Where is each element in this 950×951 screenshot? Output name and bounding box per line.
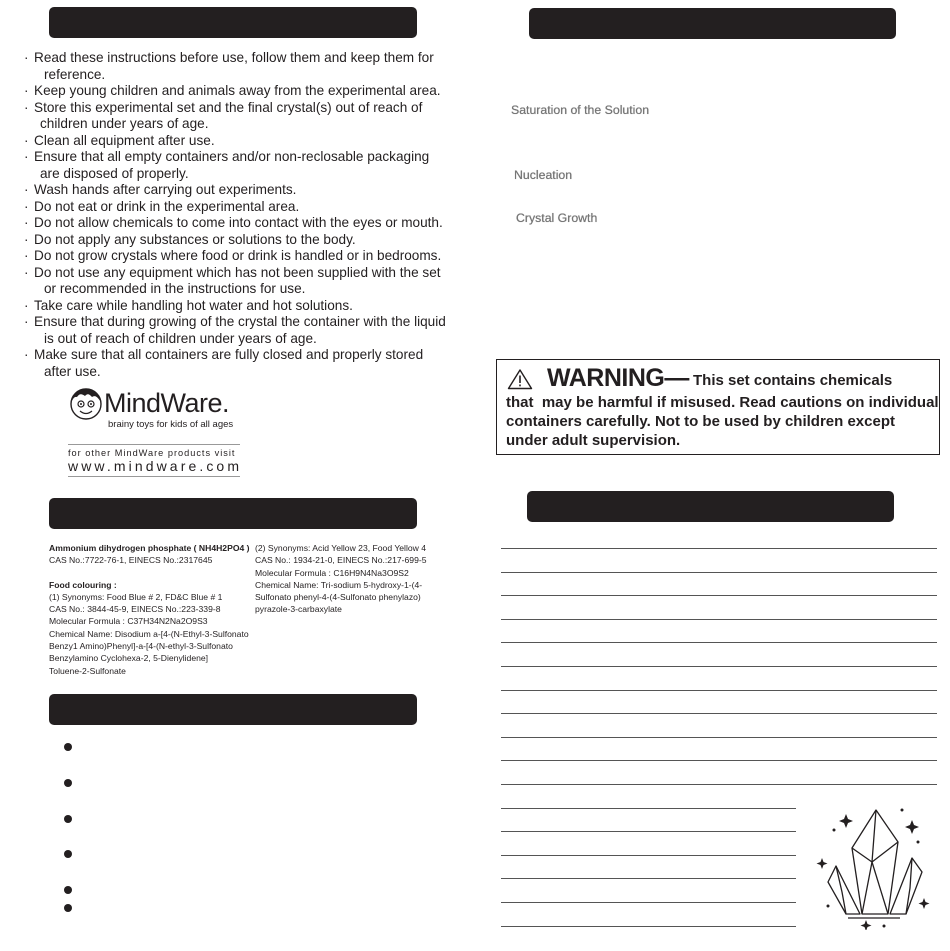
logo-url: www.mindware.com	[68, 458, 240, 477]
note-line	[501, 595, 937, 596]
note-line	[501, 642, 937, 643]
rule-item: · Clean all equipment after use.	[24, 132, 215, 148]
chem-cas: CAS No.:7722-76-1, EINECS No.:2317645	[49, 555, 213, 566]
contents-bullet	[64, 850, 72, 858]
contents-bullet	[64, 904, 72, 912]
logo-visit-text: for other MindWare products visit	[68, 444, 240, 458]
rule-item: · Read these instructions before use, follow them and keep them for reference.	[24, 50, 434, 82]
rule-item: · Take care while handling hot water and hot solutions.	[24, 297, 353, 313]
chem-line: CAS No.: 1934-21-0, EINECS No.:217-699-5	[255, 555, 427, 566]
chem-line: Sulfonato phenyl-4-(4-Sulfonato phenylazo)	[255, 592, 421, 603]
rule-item: · Do not eat or drink in the experimental area.	[24, 198, 300, 214]
rule-item: · Store this experimental set and the final crystal(s) out of reach of children under years of age.	[24, 99, 423, 131]
note-line	[501, 855, 796, 856]
chem-line: (2) Synonyms: Acid Yellow 23, Food Yellow 4	[255, 543, 427, 553]
note-line	[501, 737, 937, 738]
crystal-growth-label: Crystal Growth	[516, 211, 598, 225]
chem-line: Toluene-2-Sulfonate	[49, 665, 126, 676]
note-line	[501, 926, 796, 927]
rule-item: · Ensure that all empty containers and/or non-reclosable packaging are disposed of properly.	[24, 149, 430, 181]
chem-line: pyrazole-3-carbaxylate	[255, 604, 342, 615]
contents-header-bar	[49, 694, 417, 725]
saturation-label: Saturation of the Solution	[511, 103, 650, 117]
warning-line-prefix: that	[506, 394, 534, 411]
safety-rules-list	[24, 50, 464, 380]
note-line	[501, 902, 796, 903]
warning-line: containers carefully. Not to be used by children except	[506, 413, 895, 430]
rule-item: · Do not allow chemicals to come into contact with the eyes or mouth.	[24, 215, 443, 230]
chemicals-right	[255, 542, 430, 616]
rule-item: · Do not apply any substances or solutions to the body.	[24, 231, 356, 247]
chemicals-header-bar	[49, 498, 417, 529]
note-line	[501, 572, 937, 573]
rule-item: · Do not use any equipment which has not been supplied with the set or recommended in the instructions for use.	[24, 264, 441, 296]
note-line	[501, 690, 937, 691]
crystal-illustration-icon	[814, 802, 934, 930]
chem-line: Benzylamino Cyclohexa-2, 5-Dienylidene]	[49, 653, 209, 664]
note-line	[501, 548, 937, 549]
contents-bullet	[64, 886, 72, 894]
notes-header-bar	[527, 491, 894, 522]
chemicals-left	[49, 542, 259, 677]
rule-item: · Wash hands after carrying out experiments.	[24, 182, 297, 197]
logo-brand: MindWare.	[104, 388, 230, 418]
chem-line: Molecular Formula : C16H9N4Na3O9S2	[255, 567, 409, 578]
rule-item: · Ensure that during growing of the crystal the container with the liquid is out of reach of children under years of age.	[24, 314, 446, 346]
chem-line: CAS No.: 3844-45-9, EINECS No.:223-339-8	[49, 604, 221, 615]
warning-line: under adult supervision.	[506, 432, 681, 449]
chem-line: Benzy1 Amino)Phenyl]-a-[4-(N-ethyl-3-Sulfonato	[49, 641, 233, 652]
contents-bullet	[64, 779, 72, 787]
note-line	[501, 784, 937, 785]
warning-title: WARNING—	[547, 364, 689, 392]
nucleation-label: Nucleation	[514, 168, 573, 182]
warning-line: This set contains chemicals	[693, 372, 893, 389]
note-line	[501, 878, 796, 879]
note-line	[501, 666, 937, 667]
rule-item: · Do not grow crystals where food or drink is handled or in bedrooms.	[24, 248, 442, 263]
chem-line: (1) Synonyms: Food Blue # 2, FD&C Blue # 1	[49, 591, 223, 602]
note-line	[501, 831, 796, 832]
note-line	[501, 619, 937, 620]
logo-tagline: brainy toys for kids of all ages	[108, 419, 234, 430]
mindware-logo	[68, 385, 243, 477]
chem-line: Molecular Formula : C37H34N2Na2O9S3	[49, 616, 208, 627]
note-line	[501, 713, 937, 714]
science-header-bar	[529, 8, 896, 39]
kid-face-icon	[68, 385, 104, 421]
warning-line	[506, 394, 939, 411]
contents-bullet	[64, 815, 72, 823]
note-line	[501, 760, 937, 761]
rule-item: · Make sure that all containers are fully closed and properly stored after use.	[24, 347, 424, 379]
warning-line-text: may be harmful if misused. Read cautions on individual	[541, 394, 939, 411]
safety-rules-header-bar	[49, 7, 417, 38]
chem-title: Ammonium dihydrogen phosphate ( NH4H2PO4 )	[49, 543, 250, 553]
contents-bullet	[64, 743, 72, 751]
chem-line: Chemical Name: Disodium a-[4-(N-Ethyl-3-Sulfonato	[49, 628, 249, 639]
warning-triangle-icon	[507, 368, 533, 390]
food-colouring-title: Food colouring :	[49, 579, 117, 590]
chem-line: Chemical Name: Tri-sodium 5-hydroxy-1-(4-	[255, 579, 423, 590]
note-line	[501, 808, 796, 809]
warning-box	[496, 359, 940, 455]
rule-item: · Keep young children and animals away from the experimental area.	[24, 83, 441, 98]
